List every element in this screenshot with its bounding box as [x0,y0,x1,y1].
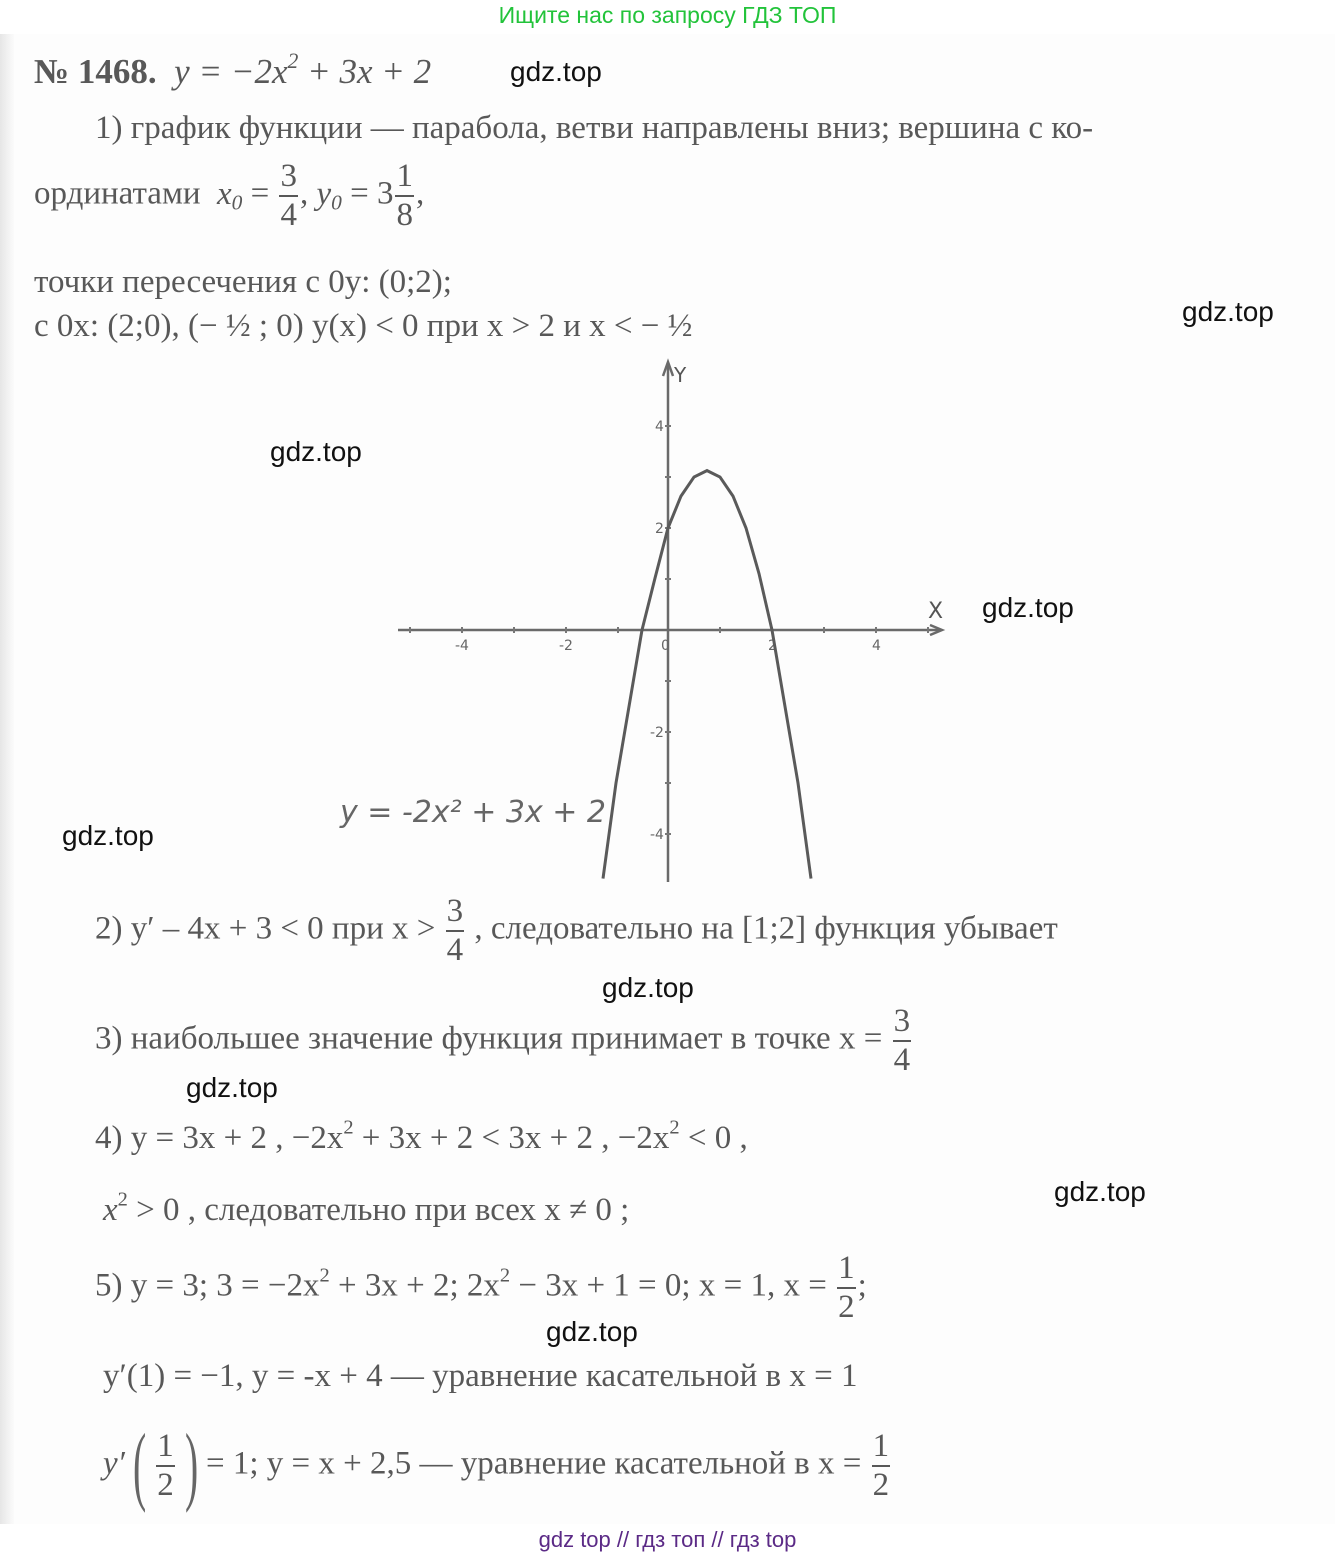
fraction-3-4: $\frac{3}{4}$ [280,158,297,233]
watermark: gdz.top [186,1072,278,1103]
scan-edge-shadow [0,34,14,1524]
x-tick--2: -2 [559,638,573,654]
x-axis [398,625,942,635]
part5-line3: y′( $\frac{1}{2}$ ) = 1; y = x + 2,5 — уравнение касательной в x = $\frac{1}{2}$ [103,1417,890,1514]
x-tick--4: -4 [455,638,469,654]
problem-header [34,48,432,92]
fraction-1-8: $\frac{1}{8}$ [396,158,413,233]
part5-line1: 5) y = 3; $3 = -2x^2 + 3x + 2$; $2x^2 - 3x + 1 = 0$; x = 1, x = $\frac{1}{2}$ ; [95,1250,867,1325]
search-banner[interactable]: Ищите нас по запросу ГДЗ ТОП [498,2,837,28]
parabola-curve [603,471,811,879]
fraction-3-4: $\frac{3}{4}$ [446,893,464,968]
y-tick--2: -2 [650,725,664,741]
watermark: gdz.top [270,436,362,467]
watermark: gdz.top [1182,296,1274,327]
fraction-1-2: $\frac{1}{2}$ [872,1428,890,1503]
part2-line: 2) y′ – 4x + 3 < 0 при x > $\frac{3}{4}$ , следовательно на [1;2] функция убывает [95,893,1058,968]
x-axis-label: X [928,599,944,624]
watermark: gdz.top [602,972,694,1003]
y-tick-2: 2 [655,521,664,537]
part4-line1: 4) y = 3x + 2 , $-2x^2 + 3x + 2 < 3x + 2$ , $-2x^2 < 0$ , [95,1116,748,1156]
fraction-3-4: $\frac{3}{4}$ [893,1003,911,1078]
watermark: gdz.top [510,56,602,87]
x-tick-0: 0 [661,638,670,654]
part1-line3: точки пересечения с 0y: (0;2); [34,264,452,300]
part3-line: 3) наибольшее значение функция принимает в точке x = $\frac{3}{4}$ [95,1003,911,1078]
watermark: gdz.top [546,1316,638,1347]
fraction-1-2: $\frac{1}{2}$ [838,1250,855,1325]
part1-line1: 1) график функции — парабола, ветви направлены вниз; вершина с ко- [95,110,1094,146]
part4-line2: $x^2 > 0$ , следовательно при всех x ≠ 0 ; [103,1188,630,1228]
fraction-1-2: $\frac{1}{2}$ [157,1428,174,1503]
part1-line2: ординатами $x_0$ = $\frac{3}{4}$ , $y_0 = 3$ $\frac{1}{8}$ , [34,158,425,233]
handwritten-function-label: y = -2x² + 3x + 2 [340,795,607,830]
problem-number: № 1468. [34,52,157,91]
watermark: gdz.top [1054,1176,1146,1207]
footer-links[interactable]: gdz top // гдз топ // гдз top [538,1527,797,1552]
part1-line4: с 0x: (2;0), (− ½ ; 0) y(x) < 0 при x > 2 и x < − ½ [34,308,693,344]
part5-line2: y′(1) = −1, y = -x + 4 — уравнение касательной в x = 1 [103,1358,858,1394]
y-tick--4: -4 [650,827,664,843]
watermark: gdz.top [62,820,154,851]
watermark: gdz.top [982,592,1074,623]
y-axis-label: Y [674,363,687,387]
y-axis [663,362,673,882]
x-tick-2: 2 [768,638,777,654]
problem-function: $y = -2x^2 + 3x + 2$ [174,48,432,91]
x-tick-4: 4 [872,638,881,654]
y-tick-4: 4 [655,419,664,435]
